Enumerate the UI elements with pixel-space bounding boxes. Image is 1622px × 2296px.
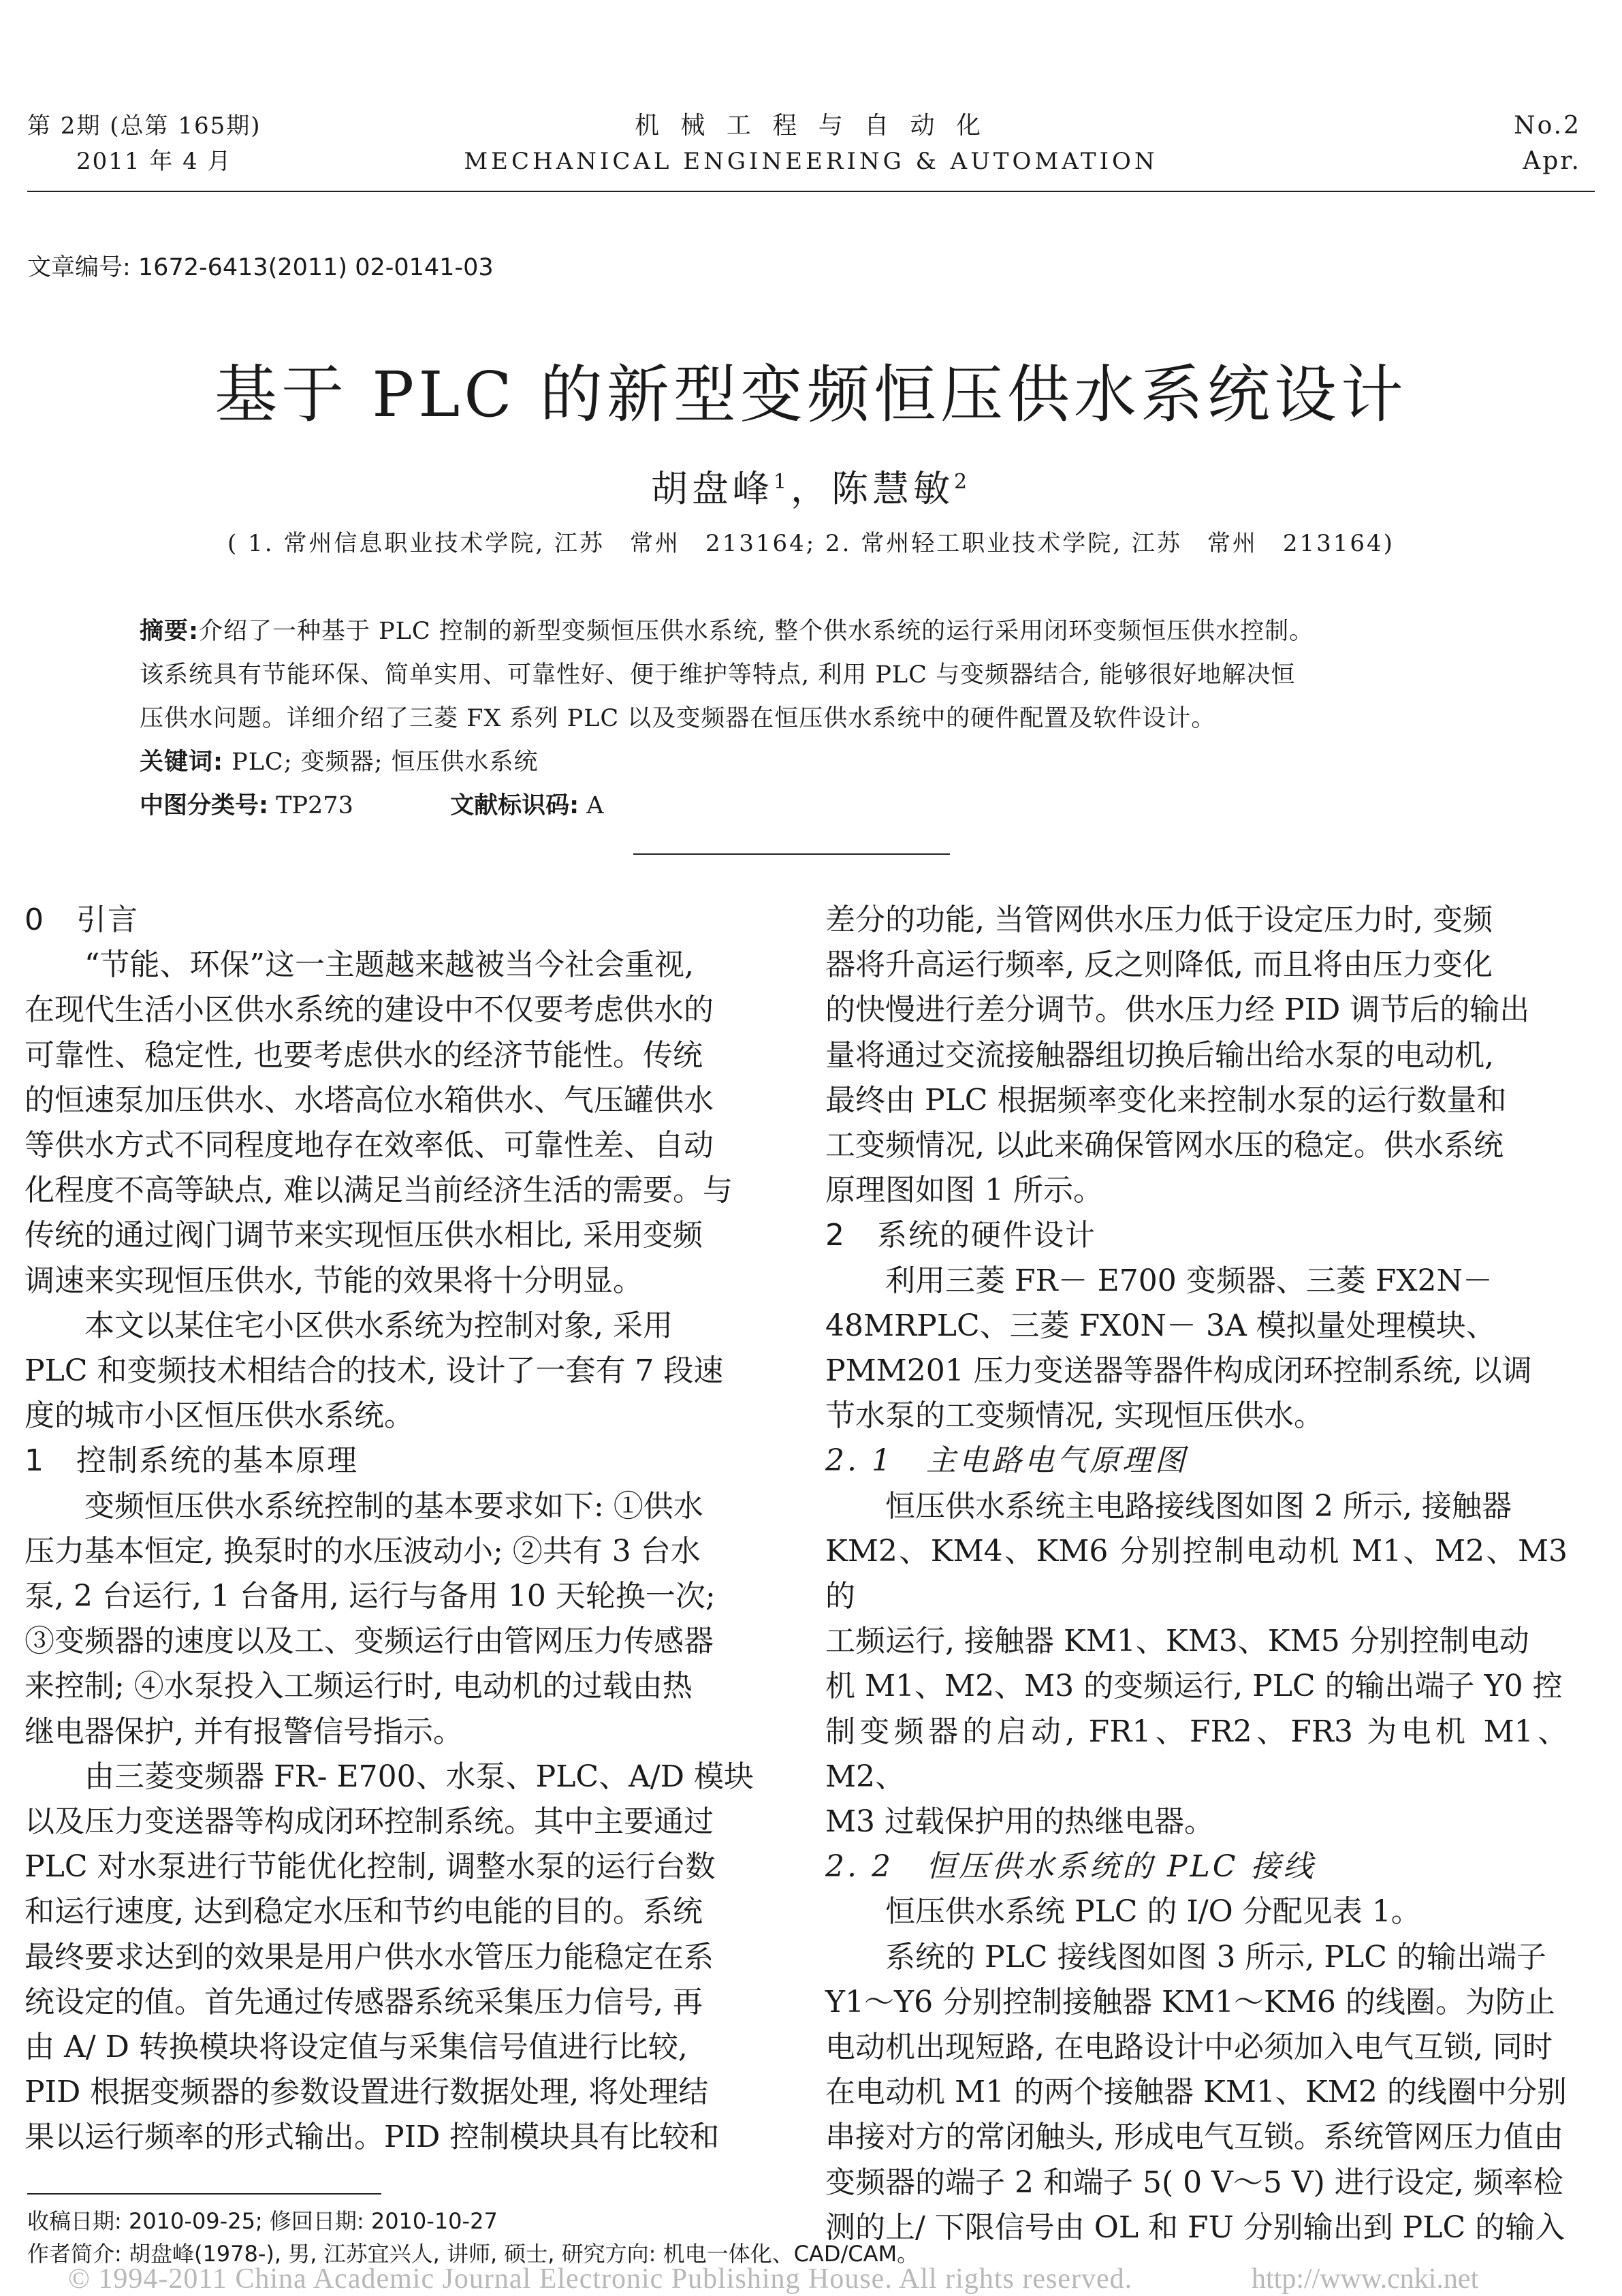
text-line: 机 M1、M2、M3 的变频运行, PLC 的输出端子 Y0 控 xyxy=(825,1669,1563,1704)
text-line: 制变频器的启动, FR1、FR2、FR3 为电机 M1、M2、 xyxy=(825,1714,1568,1794)
article-number: 文章编号: 1672-6413(2011) 02-0141-03 xyxy=(27,254,494,281)
abstract-line-3: 压供水问题。详细介绍了三菱 FX 系列 PLC 以及变频器在恒压供水系统中的硬件配置及软件设计。 xyxy=(140,705,1216,732)
text-line: 以及压力变送器等构成闭环控制系统。其中主要通过 xyxy=(25,1804,714,1840)
section-2-heading: 2 系统的硬件设计 xyxy=(825,1218,1096,1253)
text-line: 最终由 PLC 根据频率变化来控制水泵的运行数量和 xyxy=(825,1082,1507,1118)
section-2-1-heading: 2. 1 主电路电气原理图 xyxy=(825,1443,1188,1479)
keywords-label: 关键词: xyxy=(140,749,223,776)
text-line: PID 根据变频器的参数设置进行数据处理, 将处理结 xyxy=(25,2075,709,2110)
journal-title-en: MECHANICAL ENGINEERING & AUTOMATION xyxy=(464,148,1158,175)
text-line: 测的上/ 下限信号由 OL 和 FU 分别输出到 PLC 的输入 xyxy=(825,2209,1565,2245)
text-line: 调速来实现恒压供水, 节能的效果将十分明显。 xyxy=(25,1263,643,1298)
abstract-label: 摘要: xyxy=(140,618,199,645)
cnki-url-watermark: http://www.cnki.net xyxy=(1252,2263,1479,2295)
text-line: 和运行速度, 达到稳定水压和节约电能的目的。系统 xyxy=(25,1894,703,1930)
received-dates: 收稿日期: 2010-09-25; 修回日期: 2010-10-27 xyxy=(27,2208,498,2234)
text-line: 在现代生活小区供水系统的建设中不仅要考虑供水的 xyxy=(25,992,714,1028)
clc-label: 中图分类号: xyxy=(140,792,268,819)
abstract-line-2: 该系统具有节能环保、简单实用、可靠性好、便于维护等特点, 利用 PLC 与变频器结合, 能够很好地解决恒 xyxy=(140,661,1296,689)
intro-paragraph-1 xyxy=(25,943,767,1304)
text-line: 最终要求达到的效果是用户供水水管压力能稳定在系 xyxy=(25,1939,714,1975)
section-1-paragraph-1 xyxy=(25,1484,767,1755)
text-line: 差分的功能, 当管网供水压力低于设定压力时, 变频 xyxy=(825,902,1493,937)
text-line: 由 A/ D 转换模块将设定值与采集信号值进行比较, xyxy=(25,2030,688,2065)
doc-code-label: 文献标识码: xyxy=(450,792,579,819)
author-1-affil-mark: 1 xyxy=(773,470,791,494)
abstract-rule xyxy=(633,853,950,855)
clc-value: TP273 xyxy=(276,792,353,819)
text-line: 电动机出现短路, 在电路设计中必须加入电气互锁, 同时 xyxy=(825,2030,1553,2065)
authors xyxy=(0,460,1622,512)
text-line: 恒压供水系统 PLC 的 I/O 分配见表 1。 xyxy=(885,1894,1421,1930)
text-line: 48MRPLC、三菱 FX0N－ 3A 模拟量处理模块、 xyxy=(825,1308,1496,1343)
text-line: 泵, 2 台运行, 1 台备用, 运行与备用 10 天轮换一次; xyxy=(25,1579,716,1614)
left-column xyxy=(25,898,767,2160)
section-1-paragraph-2-continued xyxy=(825,898,1568,1213)
text-line: M3 过载保护用的热继电器。 xyxy=(825,1804,1215,1840)
text-line: 变频器的端子 2 和端子 5( 0 V～5 V) 进行设定, 频率检 xyxy=(825,2165,1563,2200)
text-line: Y1～Y6 分别控制接触器 KM1～KM6 的线圈。为防止 xyxy=(825,1984,1555,2019)
keywords: PLC; 变频器; 恒压供水系统 xyxy=(232,749,539,776)
journal-title-cn: 机 械 工 程 与 自 动 化 xyxy=(634,112,988,140)
author-2: 陈慧敏 xyxy=(831,467,954,510)
section-2-2-paragraph-2 xyxy=(825,1935,1568,2250)
intro-paragraph-2 xyxy=(25,1304,767,1439)
affiliations: ( 1. 常州信息职业技术学院, 江苏 常州 213164; 2. 常州轻工职业技术学院, 江苏 常州 213164) xyxy=(227,530,1395,557)
text-line: 度的城市小区恒压供水系统。 xyxy=(25,1398,414,1434)
text-line: 继电器保护, 并有报警信号指示。 xyxy=(25,1714,463,1749)
text-line: 利用三菱 FR－ E700 变频器、三菱 FX2N－ xyxy=(885,1263,1493,1298)
text-line: PMM201 压力变送器等器件构成闭环控制系统, 以调 xyxy=(825,1353,1532,1389)
section-2-2-paragraph-1 xyxy=(825,1889,1568,1934)
text-line: 串接对方的常闭触头, 形成电气互锁。系统管网压力值由 xyxy=(825,2120,1563,2155)
text-line: 节水泵的工变频情况, 实现恒压供水。 xyxy=(825,1398,1324,1434)
section-0-heading: 0 引言 xyxy=(25,902,139,937)
text-line: 化程度不高等缺点, 难以满足当前经济生活的需要。与 xyxy=(25,1173,733,1208)
text-line: PLC 和变频技术相结合的技术, 设计了一套有 7 段速 xyxy=(25,1353,724,1389)
text-line: 传统的通过阀门调节来实现恒压供水相比, 采用变频 xyxy=(25,1218,703,1253)
text-line: 统设定的值。首先通过传感器系统采集压力信号, 再 xyxy=(25,1984,703,2019)
text-line: 工频运行, 接触器 KM1、KM3、KM5 分别控制电动 xyxy=(825,1624,1529,1659)
issue-number: 第 2期 (总第 165期) xyxy=(27,112,261,140)
author-separator: ， xyxy=(791,467,831,510)
section-2-2-heading: 2. 2 恒压供水系统的 PLC 接线 xyxy=(825,1849,1316,1885)
issue-no: No.2 xyxy=(1514,112,1581,140)
text-line: 量将通过交流接触器组切换后输出给水泵的电动机, xyxy=(825,1037,1494,1073)
author-2-affil-mark: 2 xyxy=(954,470,972,494)
text-line: 恒压供水系统主电路接线图如图 2 所示, 接触器 xyxy=(885,1488,1512,1524)
section-1-heading: 1 控制系统的基本原理 xyxy=(25,1443,358,1479)
abstract xyxy=(140,610,1454,784)
text-line: 变频恒压供水系统控制的基本要求如下: ①供水 xyxy=(84,1488,703,1524)
text-line: 在电动机 M1 的两个接触器 KM1、KM2 的线圈中分别 xyxy=(825,2075,1567,2110)
text-line: 的快慢进行差分调节。供水压力经 PID 调节后的输出 xyxy=(825,992,1530,1028)
text-line: 器将升高运行频率, 反之则降低, 而且将由压力变化 xyxy=(825,947,1493,983)
page-title: 基于 PLC 的新型变频恒压供水系统设计 xyxy=(214,358,1408,431)
text-line: 可靠性、稳定性, 也要考虑供水的经济节能性。传统 xyxy=(25,1037,703,1073)
section-2-paragraph-1 xyxy=(825,1259,1568,1439)
text-line: KM2、KM4、KM6 分别控制电动机 M1、M2、M3 的 xyxy=(825,1533,1568,1614)
text-line: 由三菱变频器 FR- E700、水泵、PLC、A/D 模块 xyxy=(84,1759,754,1794)
text-line: 系统的 PLC 接线图如图 3 所示, PLC 的输出端子 xyxy=(885,1939,1546,1975)
text-line: 本文以某住宅小区供水系统为控制对象, 采用 xyxy=(84,1308,673,1343)
text-line: PLC 对水泵进行节能优化控制, 调整水泵的运行台数 xyxy=(25,1849,716,1885)
issue-month: Apr. xyxy=(1523,147,1581,175)
section-2-1-paragraph xyxy=(825,1484,1568,1845)
author-bio: 作者简介: 胡盘峰(1978-), 男, 江苏宜兴人, 讲师, 硕士, 研究方向: 机电一体化、CAD/CAM。 xyxy=(27,2241,919,2267)
header-rule xyxy=(27,191,1595,192)
classification-row xyxy=(140,787,604,821)
text-line: “节能、环保”这一主题越来越被当今社会重视, xyxy=(84,947,694,983)
right-column xyxy=(825,898,1568,2250)
issue-date: 2011 年 4 月 xyxy=(76,148,232,175)
text-line: 来控制; ④水泵投入工频运行时, 电动机的过载由热 xyxy=(25,1669,693,1704)
text-line: 原理图如图 1 所示。 xyxy=(825,1173,1103,1208)
text-line: ③变频器的速度以及工、变频运行由管网压力传感器 xyxy=(25,1624,714,1659)
text-line: 等供水方式不同程度地存在效率低、可靠性差、自动 xyxy=(25,1128,714,1163)
abstract-line-1: 介绍了一种基于 PLC 控制的新型变频恒压供水系统, 整个供水系统的运行采用闭环变频恒压供水控制。 xyxy=(199,618,1314,645)
text-line: 的恒速泵加压供水、水塔高位水箱供水、气压罐供水 xyxy=(25,1082,714,1118)
text-line: 工变频情况, 以此来确保管网水压的稳定。供水系统 xyxy=(825,1128,1504,1163)
copyright-watermark: © 1994-2011 China Academic Journal Electronic Publishing House. All rights reserved. xyxy=(68,2263,1133,2295)
doc-code-value: A xyxy=(586,792,604,819)
text-line: 压力基本恒定, 换泵时的水压波动小; ②共有 3 台水 xyxy=(25,1533,701,1569)
text-line: 果以运行频率的形式输出。PID 控制模块具有比较和 xyxy=(25,2120,720,2155)
author-1: 胡盘峰 xyxy=(650,467,774,510)
section-1-paragraph-2 xyxy=(25,1755,767,2160)
footnote-rule xyxy=(27,2193,381,2195)
